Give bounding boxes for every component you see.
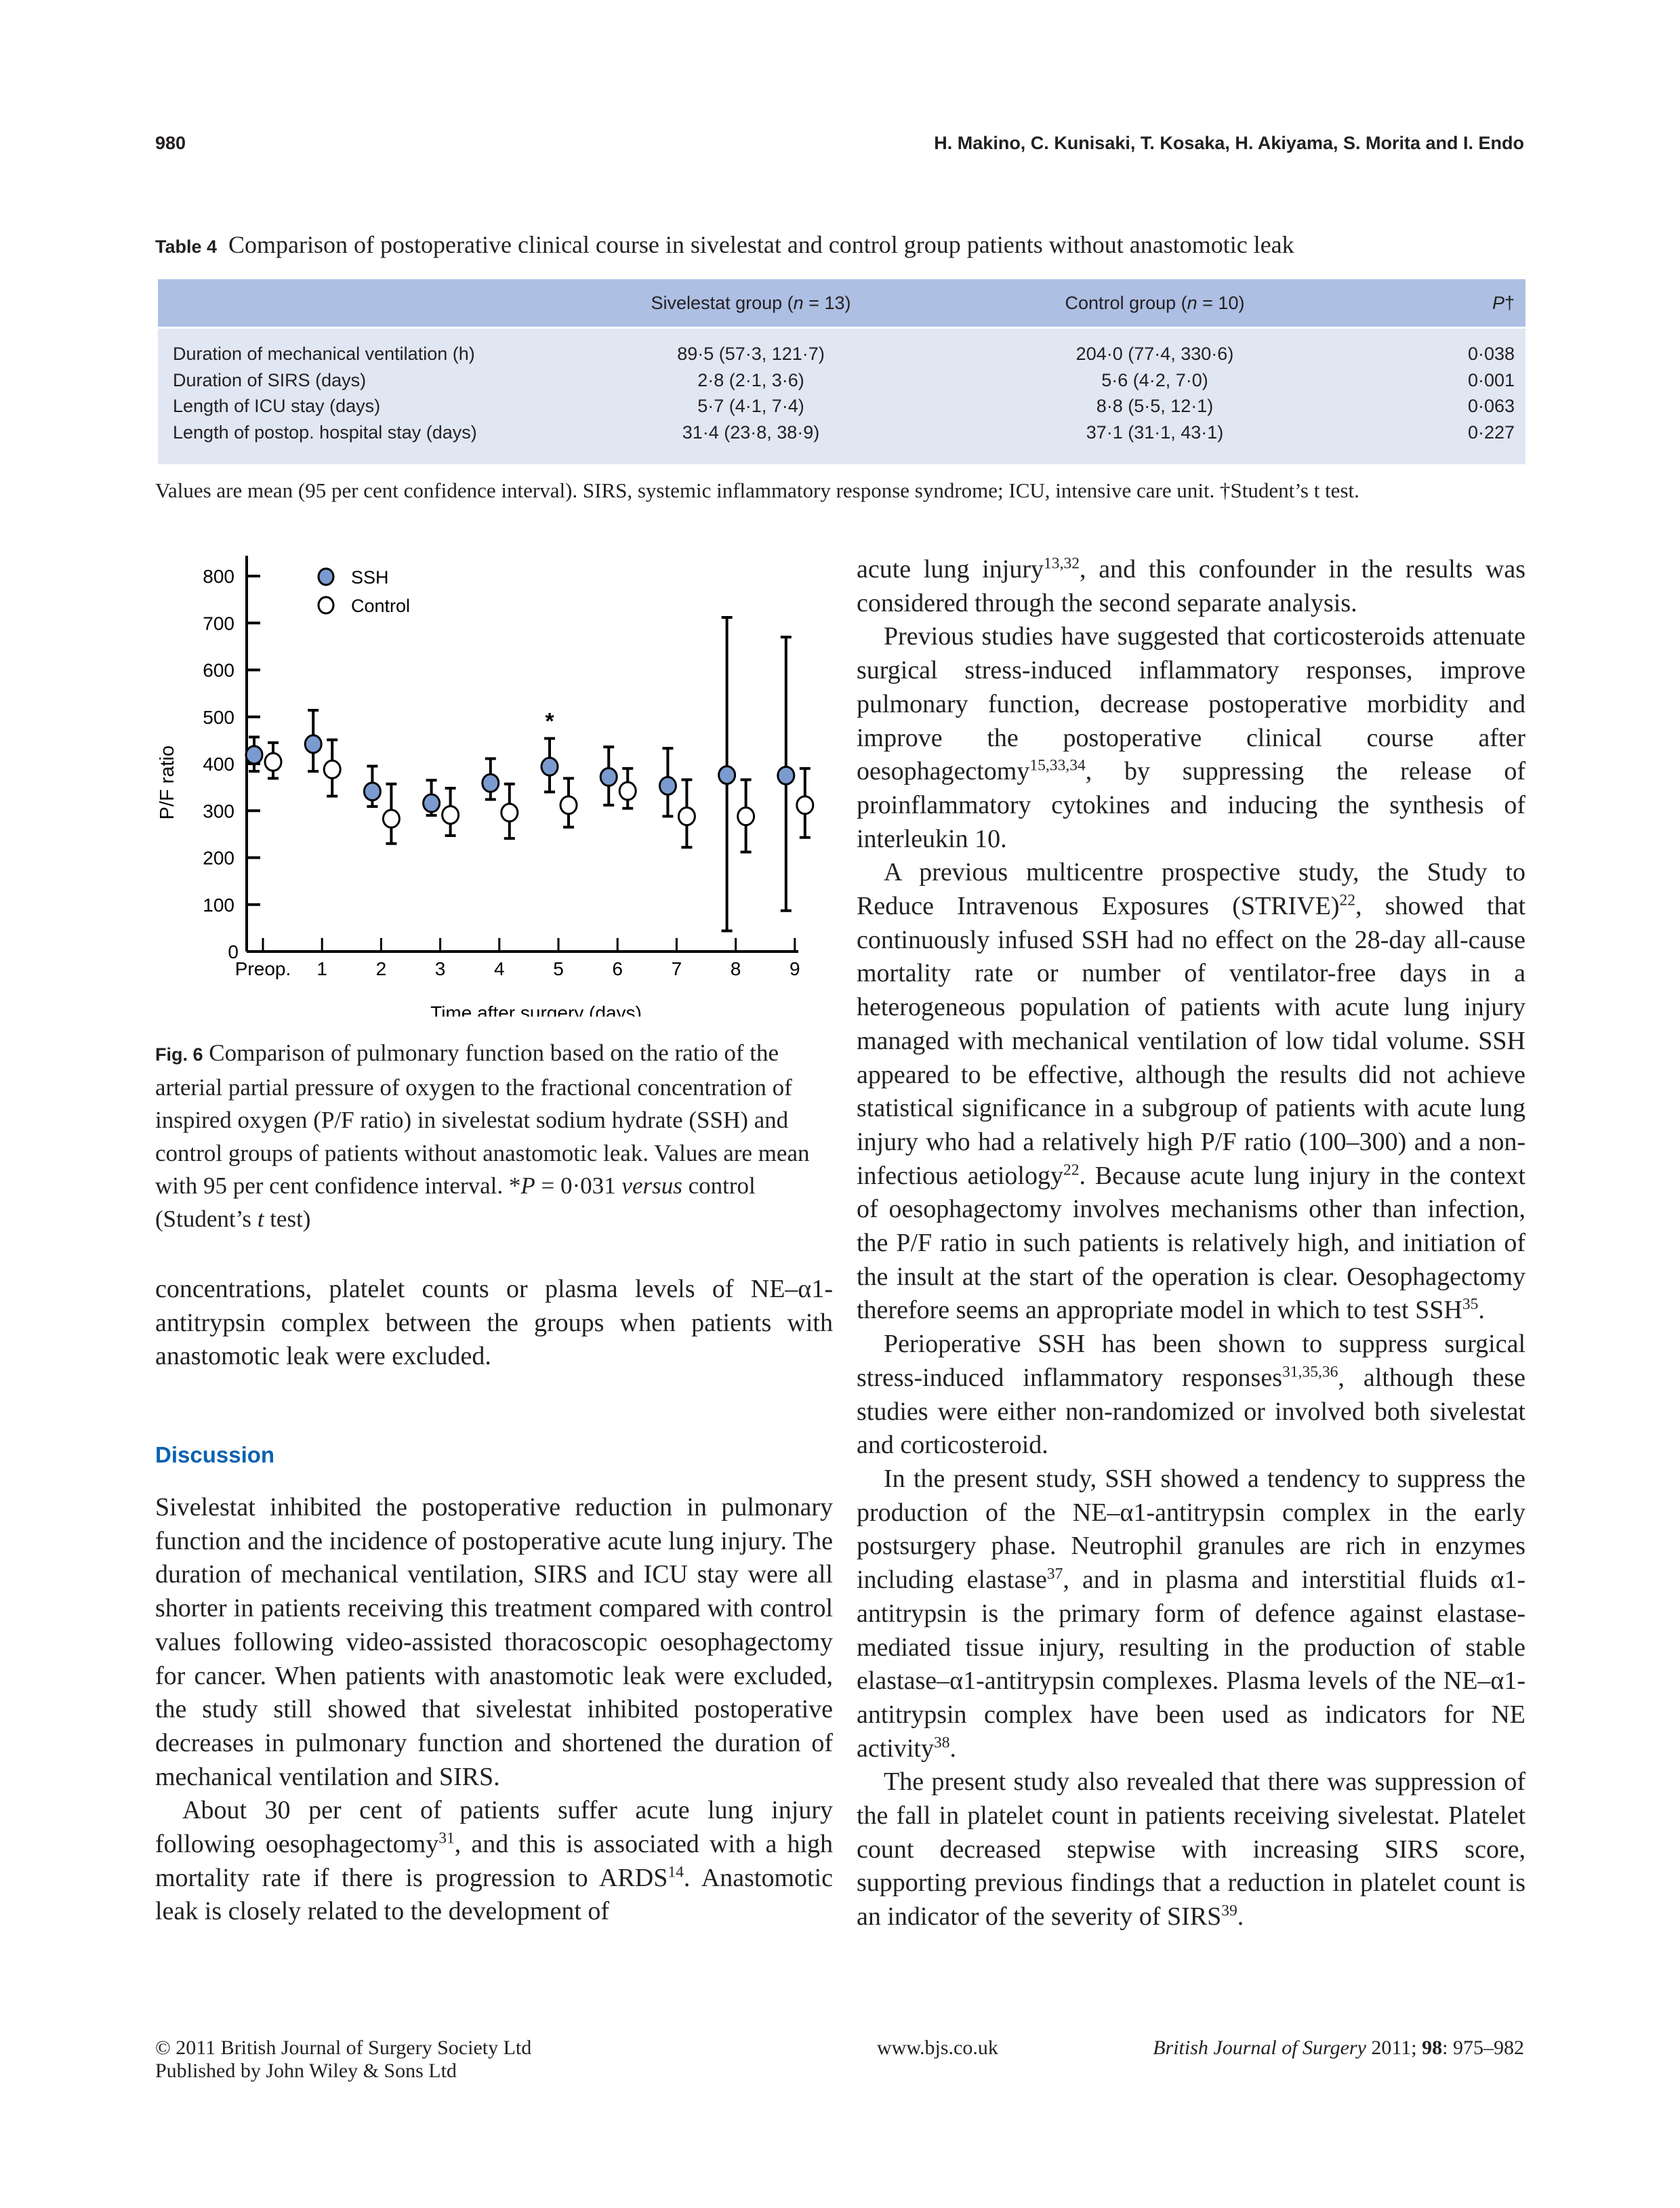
table-row xyxy=(158,422,1525,449)
ssh-point xyxy=(364,783,380,800)
table-cell-control: 5·6 (4·2, 7·0) xyxy=(1101,369,1208,390)
table-header-sivelestat: Sivelestat group (n = 13) xyxy=(651,293,851,313)
footer-copyright: © 2011 British Journal of Surgery Society Ltd xyxy=(155,2037,532,2059)
control-point xyxy=(797,796,813,814)
footer-citation xyxy=(1153,2037,1524,2060)
x-tick-label: 5 xyxy=(553,958,564,979)
text-run: . Anastomotic leak is closely related to the development of xyxy=(155,1863,833,1926)
table-row xyxy=(158,370,1525,396)
ssh-point xyxy=(659,777,676,795)
paragraph xyxy=(857,620,1525,856)
caption-t: t xyxy=(257,1205,264,1232)
figure-6-chart xyxy=(155,542,832,1017)
control-point xyxy=(560,796,577,814)
ssh-point xyxy=(483,774,499,792)
caption-text: control (Student’s xyxy=(155,1172,756,1232)
control-point xyxy=(501,804,518,821)
control-point xyxy=(619,782,636,800)
text-run: , although these studies were either non-randomized or involved both sivelestat and corticosteroid. xyxy=(857,1363,1526,1460)
citation-ref: 37 xyxy=(1046,1565,1063,1583)
y-tick-label: 400 xyxy=(203,754,234,775)
significance-asterisk: * xyxy=(545,708,554,735)
table-cell-sivelestat: 2·8 (2·1, 3·6) xyxy=(697,369,804,390)
control-point xyxy=(324,760,340,778)
text-run: , showed that continuously infused SSH had no effect on the 28-day all-cause mortality rate or number of ventilator-free days in a heterogeneous population of patients with acute lung injury managed with mechanical ventilation of low tidal volume. SSH appeared to be effective, although the results did not achieve statistical significance in a subgroup of patients with acute lung injury who had a relatively high P/F ratio (100–300) and a non-infectious aetiology xyxy=(857,892,1526,1190)
y-tick-label: 200 xyxy=(203,847,234,869)
footer-url[interactable]: www.bjs.co.uk xyxy=(877,2037,998,2059)
table-body xyxy=(158,329,1525,464)
text-run: acute lung injury xyxy=(857,555,1044,584)
table-cell-label: Length of postop. hospital stay (days) xyxy=(173,422,477,443)
text-run: . xyxy=(1237,1902,1244,1931)
table-header-p: P† xyxy=(1492,293,1515,313)
page-number: 980 xyxy=(155,133,186,153)
ssh-point xyxy=(778,766,794,784)
citation-ref: 39 xyxy=(1221,1902,1237,1920)
chart-ticks xyxy=(157,566,800,1017)
figure-label: Fig. 6 xyxy=(155,1044,203,1065)
text-run: , and this is associated with a high mortality rate if there is progression to ARDS xyxy=(155,1830,833,1892)
text-run: , and in plasma and interstitial fluids α1-antitrypsin is the primary form of defence against elastase-mediated tissue injury, resulting in the production of stable elastase–α1-antitrypsin complexes. Plasma levels of the NE–α1-antitrypsin complex have been used as indicators for NE activity xyxy=(857,1566,1525,1763)
figure-caption xyxy=(155,1037,833,1235)
paragraph: concentrations, platelet counts or plasma levels of NE–α1-antitrypsin complex between the groups when patients with anastomotic leak were excluded. xyxy=(155,1275,833,1371)
x-axis-label: Time after surgery (days) xyxy=(430,1002,642,1017)
x-tick-label: 2 xyxy=(375,958,387,979)
caption-text: = 0·031 xyxy=(535,1172,622,1199)
citation-ref: 22 xyxy=(1063,1161,1080,1179)
ssh-point xyxy=(305,735,321,753)
text-run: Previous studies have suggested that corticosteroids attenuate surgical stress-induced inflammatory responses, improve pulmonary function, decrease postoperative morbidity and improve the postoperative clinical course after oesophagectomy xyxy=(857,622,1525,786)
ssh-point xyxy=(600,768,617,785)
legend-control-marker xyxy=(319,597,333,613)
y-axis-label: P/F ratio xyxy=(157,745,178,820)
running-authors: H. Makino, C. Kunisaki, T. Kosaka, H. Akiyama, S. Morita and I. Endo xyxy=(934,133,1524,153)
x-tick-label: 3 xyxy=(434,958,446,979)
chart-legend xyxy=(319,567,410,616)
results-table xyxy=(158,279,1525,464)
ssh-point xyxy=(424,794,440,812)
paragraph xyxy=(857,856,1525,1328)
x-tick-label: 4 xyxy=(494,958,505,979)
text-run: Perioperative SSH has been shown to suppress surgical stress-induced inflammatory responses xyxy=(857,1330,1525,1392)
text-run: . xyxy=(949,1734,957,1763)
citation-ref: 15,33,34 xyxy=(1029,756,1086,775)
table-header-row xyxy=(158,279,1525,327)
table-label: Table 4 xyxy=(155,237,218,257)
table-cell-sivelestat: 89·5 (57·3, 121·7) xyxy=(677,344,825,364)
table-cell-control: 37·1 (31·1, 43·1) xyxy=(1086,422,1224,443)
table-cell-sivelestat: 31·4 (23·8, 38·9) xyxy=(682,422,820,443)
text-run: . xyxy=(1478,1296,1485,1325)
table-cell-sivelestat: 5·7 (4·1, 7·4) xyxy=(697,396,804,416)
paragraph xyxy=(857,1328,1525,1463)
running-header xyxy=(155,133,1524,160)
citation-ref: 35 xyxy=(1462,1295,1479,1313)
control-point xyxy=(738,808,754,825)
table-row xyxy=(158,396,1525,422)
text-run: About 30 per cent of patients suffer acute lung injury following oesophagectomy xyxy=(155,1796,833,1859)
caption-text: test) xyxy=(264,1205,311,1232)
control-point xyxy=(678,808,695,825)
text-run: In the present study, SSH showed a tendency to suppress the production of the NE–α1-antitrypsin complex in the early postsurgery phase. Neutrophil granules are rich in enzymes including elastase xyxy=(857,1464,1525,1595)
text-run: A previous multicentre prospective study, the Study to Reduce Intravenous Exposures (STRIVE) xyxy=(857,858,1525,921)
table-cell-p: 0·038 xyxy=(1467,344,1515,364)
text-run: The present study also revealed that there was suppression of the fall in platelet count in patients receiving sivelestat. Platelet count decreased stepwise with increasing SIRS score, supporting previous findings that a reduction in platelet count is an indicator of the severity of SIRS xyxy=(857,1767,1525,1931)
citation-ref: 31 xyxy=(438,1829,455,1847)
y-tick-label: 600 xyxy=(203,659,234,681)
y-tick-label: 700 xyxy=(203,613,234,634)
legend-control-label: Control xyxy=(351,596,411,616)
table-cell-control: 8·8 (5·5, 12·1) xyxy=(1096,396,1214,416)
caption-versus: versus xyxy=(621,1172,682,1199)
paragraph xyxy=(155,1794,833,1929)
ssh-point xyxy=(541,758,558,775)
paragraph: Sivelestat inhibited the postoperative reduction in pulmonary function and the incidence of postoperative acute lung injury. The duration of mechanical ventilation, SIRS and ICU stay were all shorter in patients receiving this treatment compared with control values following video-assisted thoracoscopic oesophagectomy for cancer. When patients with anastomotic leak were excluded, the study still showed that sivelestat inhibited postoperative decreases in pulmonary function and shortened the duration of mechanical ventilation and SIRS. xyxy=(155,1493,833,1791)
table-cell-label: Length of ICU stay (days) xyxy=(173,396,381,416)
y-tick-label: 800 xyxy=(203,566,234,587)
paragraph xyxy=(857,553,1525,620)
section-heading-discussion: Discussion xyxy=(155,1442,275,1467)
control-point xyxy=(265,753,281,771)
control-point xyxy=(383,810,399,827)
y-tick-label: 0 xyxy=(228,941,239,962)
citation-ref: 38 xyxy=(933,1733,950,1751)
chart-marks xyxy=(246,617,813,931)
footer-publisher: Published by John Wiley & Sons Ltd xyxy=(155,2060,457,2082)
citation-ref: 22 xyxy=(1339,891,1356,909)
right-column xyxy=(857,553,1525,1934)
citation-pages: : 975–982 xyxy=(1442,2037,1524,2059)
control-point xyxy=(443,806,459,823)
table-cell-p: 0·001 xyxy=(1467,369,1515,390)
x-tick-label: Preop. xyxy=(234,958,291,979)
citation-ref: 31,35,36 xyxy=(1282,1363,1338,1381)
text-run: . Because acute lung injury in the context of oesophagectomy involves mechanisms other than infection, the P/F ratio in such patients is relatively high, and initiation of the insult at the start of the operation is clear. Oesophagectomy therefore seems an appropriate model in which to test SSH xyxy=(857,1161,1525,1325)
citation-ref: 13,32 xyxy=(1044,554,1080,573)
chart-axes xyxy=(247,556,798,952)
x-tick-label: 9 xyxy=(790,958,800,979)
text-run: , by suppressing the release of proinflammatory cytokines and inducing the synthesis of interleukin 10. xyxy=(857,757,1525,853)
citation-ref: 14 xyxy=(668,1863,684,1881)
ssh-point xyxy=(719,766,735,784)
x-tick-label: 7 xyxy=(671,958,682,979)
table-title: Comparison of postoperative clinical course in sivelestat and control group patients without anastomotic leak xyxy=(228,231,1294,258)
table-cell-control: 204·0 (77·4, 330·6) xyxy=(1075,344,1234,364)
paragraph xyxy=(857,1765,1525,1934)
table-footnote: Values are mean (95 per cent confidence interval). SIRS, systemic inflammatory response syndrome; ICU, intensive care unit. †Student’s t test. xyxy=(155,478,1359,502)
table-header-control: Control group (n = 10) xyxy=(1065,293,1245,313)
legend-ssh-label: SSH xyxy=(351,567,389,588)
citation-year: 2011; xyxy=(1366,2037,1422,2059)
x-tick-label: 1 xyxy=(316,958,327,979)
table-cell-label: Duration of mechanical ventilation (h) xyxy=(173,344,475,364)
y-tick-label: 100 xyxy=(203,894,234,916)
table-cell-label: Duration of SIRS (days) xyxy=(173,369,367,390)
legend-ssh-marker xyxy=(319,569,333,585)
table-caption xyxy=(155,230,1294,259)
table-cell-p: 0·227 xyxy=(1467,422,1515,443)
ssh-point xyxy=(246,746,262,764)
pf-ratio-chart xyxy=(155,542,832,1017)
journal-name: British Journal of Surgery xyxy=(1153,2037,1366,2059)
text-run: , and this confounder in the results was considered through the second separate analysis. xyxy=(857,555,1525,617)
table-row xyxy=(158,344,1525,370)
left-column-discussion xyxy=(155,1491,833,1929)
footer-copyright-block xyxy=(155,2037,531,2083)
table-cell-p: 0·063 xyxy=(1467,396,1515,416)
x-tick-label: 6 xyxy=(612,958,623,979)
citation-volume: 98 xyxy=(1422,2037,1443,2059)
y-tick-label: 500 xyxy=(203,706,234,728)
left-column-continuation xyxy=(155,1273,833,1374)
paragraph xyxy=(857,1463,1525,1765)
y-tick-label: 300 xyxy=(203,800,234,822)
x-tick-label: 8 xyxy=(730,958,741,979)
caption-p: P xyxy=(520,1172,535,1199)
caption-text: Comparison of pulmonary function based on the ratio of the arterial partial pressure of oxygen to the fractional concentration of inspired oxygen (P/F ratio) in sivelestat sodium hydrate (SSH) and control groups of patients without anastomotic leak. Values are mean with 95 per cent confidence interval. * xyxy=(155,1040,810,1199)
